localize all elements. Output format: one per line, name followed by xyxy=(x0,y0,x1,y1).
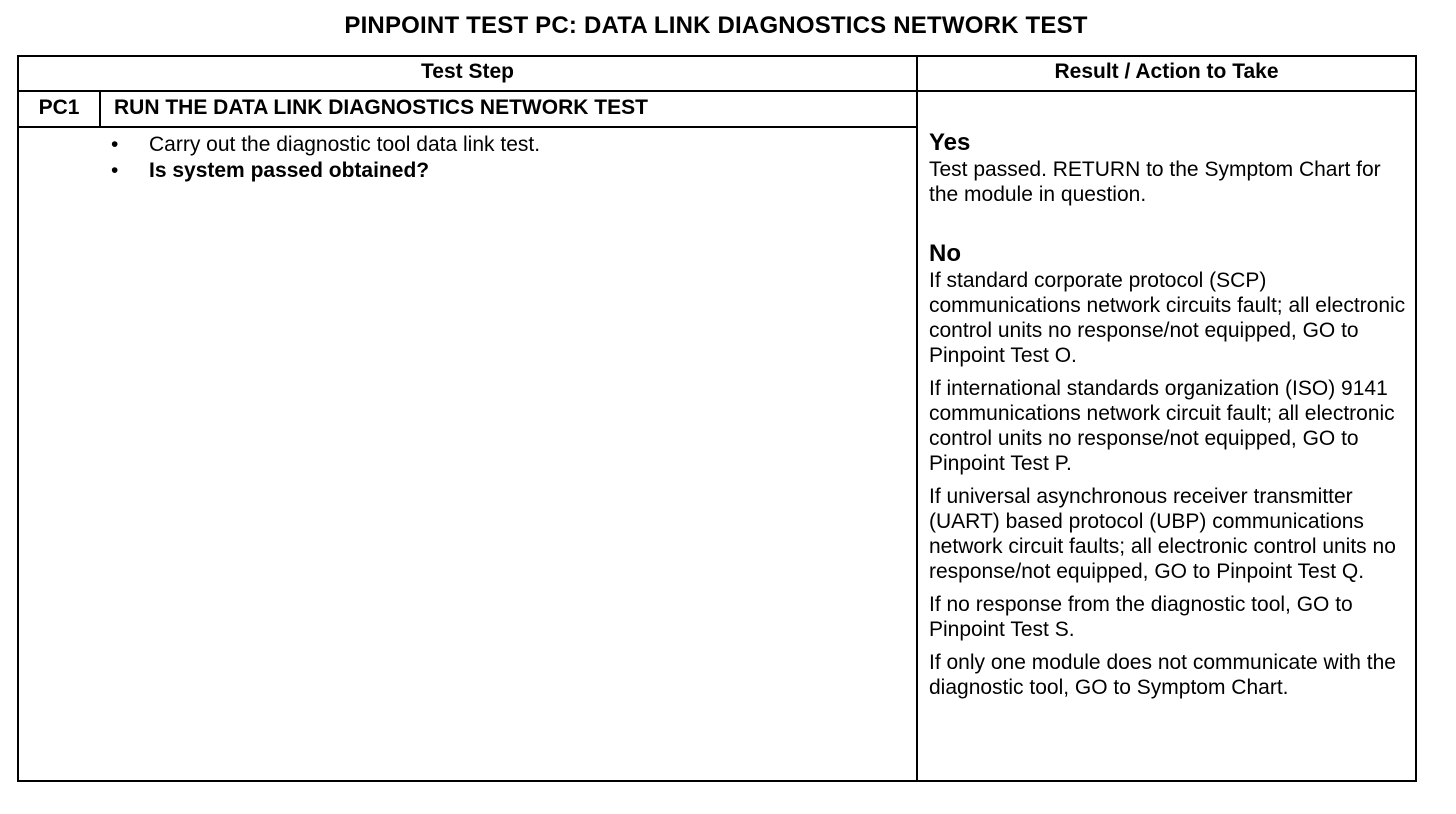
result-action-column xyxy=(929,129,1415,700)
column-divider xyxy=(916,55,918,782)
step-instruction-text: Carry out the diagnostic tool data link test. xyxy=(149,133,541,156)
result-yes-label: Yes xyxy=(929,129,971,156)
bullet-icon: • xyxy=(111,159,119,182)
step-title-divider xyxy=(17,126,918,128)
step-instruction-item xyxy=(111,132,901,158)
result-no-item: If standard corporate protocol (SCP) communications network circuits fault; all electronic control units no response/not equipped, GO to Pinpoint Test O. xyxy=(929,269,1406,367)
result-no-item: If international standards organization (ISO) 9141 communications network circuit fault; all electronic control units no response/not equipped, GO to Pinpoint Test P. xyxy=(929,377,1395,475)
result-no-item: If no response from the diagnostic tool, GO to Pinpoint Test S. xyxy=(929,593,1353,641)
step-question-text: Is system passed obtained? xyxy=(149,159,430,182)
step-id: PC1 xyxy=(38,96,80,119)
result-yes-text: Test passed. RETURN to the Symptom Chart for the module in question. xyxy=(929,158,1381,206)
step-instructions xyxy=(111,132,901,184)
header-divider xyxy=(17,90,1417,92)
result-no-item: If only one module does not communicate with the diagnostic tool, GO to Symptom Chart. xyxy=(929,651,1396,699)
step-question-item xyxy=(111,158,901,184)
bullet-icon: • xyxy=(111,133,119,156)
step-title: RUN THE DATA LINK DIAGNOSTICS NETWORK TEST xyxy=(114,96,648,119)
step-id-divider xyxy=(99,91,101,127)
document-title: PINPOINT TEST PC: DATA LINK DIAGNOSTICS NETWORK TEST xyxy=(344,12,1088,39)
result-no-item: If universal asynchronous receiver transmitter (UART) based protocol (UBP) communications network circuit faults; all electronic control units no response/not equipped, GO to Pinpoint Test Q. xyxy=(929,485,1396,583)
header-test-step: Test Step xyxy=(421,60,514,83)
result-no-label: No xyxy=(929,240,961,267)
header-result-action: Result / Action to Take xyxy=(1054,60,1279,83)
